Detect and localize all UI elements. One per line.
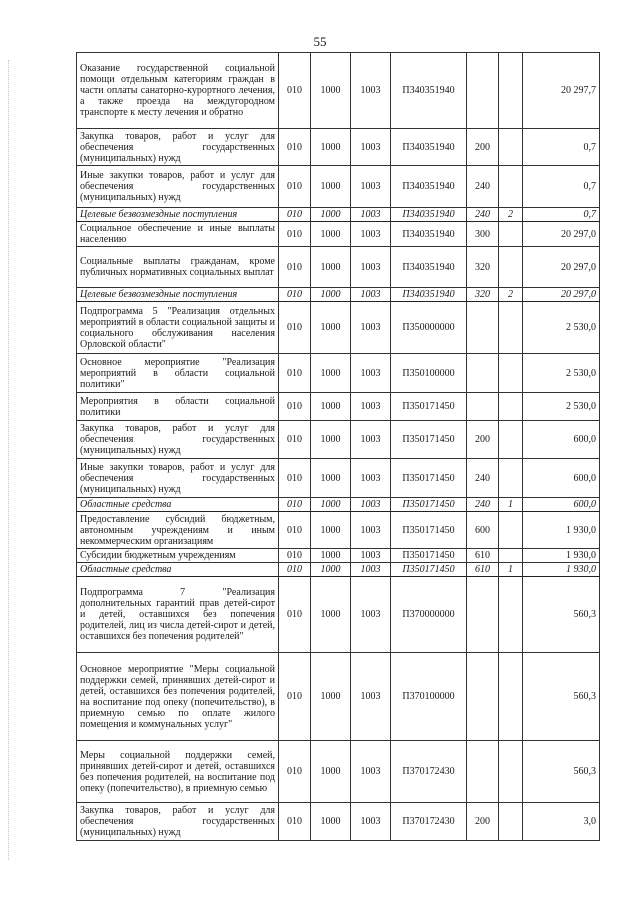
row-admin-code: 010: [279, 421, 311, 459]
row-name: Предоставление субсидий бюджетным, автономным учреждениям и иным некоммерческим организациям: [77, 512, 279, 549]
row-fund-source: 2: [499, 288, 523, 302]
row-fund-source: [499, 653, 523, 741]
row-expense-type: 240: [467, 459, 499, 498]
row-admin-code: 010: [279, 498, 311, 512]
row-name: Основное мероприятие "Меры социальной поддержки семей, принявших детей-сирот и детей, оставшихся без попечения родителей, на воспитание под опеку (попечительство), в приемную семью по оплате жилого помещения и коммунальных услуг": [77, 653, 279, 741]
row-subsection-code: 1003: [351, 129, 391, 166]
row-fund-source: [499, 354, 523, 393]
row-subsection-code: 1003: [351, 563, 391, 577]
row-section-code: 1000: [311, 549, 351, 563]
row-target-code: П370100000: [391, 653, 467, 741]
row-target-code: П340351940: [391, 288, 467, 302]
row-amount: 0,7: [523, 166, 600, 208]
row-target-code: П370000000: [391, 577, 467, 653]
row-fund-source: [499, 549, 523, 563]
table-row: [77, 512, 600, 549]
table-row: [77, 549, 600, 563]
row-name: Подпрограмма 7 "Реализация дополнительных гарантий прав детей-сирот и детей, оставшихся без попечения родителей, лиц из числа детей-сирот и детей, оставшихся без попечения родителей": [77, 577, 279, 653]
table-row: [77, 247, 600, 288]
row-expense-type: [467, 393, 499, 421]
row-subsection-code: 1003: [351, 577, 391, 653]
table-row: [77, 741, 600, 803]
row-admin-code: 010: [279, 222, 311, 247]
budget-table-body: [77, 53, 600, 841]
table-row: [77, 563, 600, 577]
row-section-code: 1000: [311, 247, 351, 288]
row-expense-type: 240: [467, 498, 499, 512]
row-expense-type: 200: [467, 129, 499, 166]
row-amount: 600,0: [523, 459, 600, 498]
row-section-code: 1000: [311, 354, 351, 393]
table-row: [77, 421, 600, 459]
row-name: Закупка товаров, работ и услуг для обеспечения государственных (муниципальных) нужд: [77, 421, 279, 459]
row-amount: 560,3: [523, 741, 600, 803]
row-name: Целевые безвозмездные поступления: [77, 208, 279, 222]
row-amount: 560,3: [523, 577, 600, 653]
table-row: [77, 459, 600, 498]
table-row: [77, 653, 600, 741]
row-fund-source: [499, 512, 523, 549]
row-amount: 1 930,0: [523, 512, 600, 549]
row-expense-type: [467, 653, 499, 741]
row-name: Областные средства: [77, 563, 279, 577]
table-row: [77, 354, 600, 393]
row-admin-code: 010: [279, 129, 311, 166]
row-subsection-code: 1003: [351, 549, 391, 563]
row-subsection-code: 1003: [351, 512, 391, 549]
row-amount: 600,0: [523, 421, 600, 459]
row-admin-code: 010: [279, 577, 311, 653]
row-fund-source: [499, 53, 523, 129]
row-amount: 2 530,0: [523, 302, 600, 354]
row-amount: 2 530,0: [523, 393, 600, 421]
row-admin-code: 010: [279, 166, 311, 208]
row-admin-code: 010: [279, 512, 311, 549]
row-subsection-code: 1003: [351, 354, 391, 393]
row-admin-code: 010: [279, 354, 311, 393]
row-expense-type: 600: [467, 512, 499, 549]
row-target-code: П350100000: [391, 354, 467, 393]
row-fund-source: [499, 222, 523, 247]
row-target-code: П350171450: [391, 563, 467, 577]
row-admin-code: 010: [279, 288, 311, 302]
row-name: Основное мероприятие "Реализация мероприятий в области социальной политики": [77, 354, 279, 393]
row-target-code: П350171450: [391, 421, 467, 459]
row-fund-source: [499, 129, 523, 166]
row-admin-code: 010: [279, 302, 311, 354]
row-section-code: 1000: [311, 208, 351, 222]
row-name: Социальное обеспечение и иные выплаты населению: [77, 222, 279, 247]
row-section-code: 1000: [311, 302, 351, 354]
row-section-code: 1000: [311, 288, 351, 302]
row-fund-source: [499, 393, 523, 421]
row-amount: 0,7: [523, 208, 600, 222]
row-section-code: 1000: [311, 53, 351, 129]
row-expense-type: 320: [467, 247, 499, 288]
row-fund-source: 1: [499, 498, 523, 512]
row-amount: 2 530,0: [523, 354, 600, 393]
row-section-code: 1000: [311, 803, 351, 841]
row-target-code: П350171450: [391, 512, 467, 549]
row-section-code: 1000: [311, 653, 351, 741]
row-section-code: 1000: [311, 498, 351, 512]
row-amount: 1 930,0: [523, 563, 600, 577]
row-amount: 20 297,0: [523, 288, 600, 302]
row-expense-type: 610: [467, 549, 499, 563]
row-subsection-code: 1003: [351, 741, 391, 803]
row-expense-type: [467, 577, 499, 653]
row-admin-code: 010: [279, 208, 311, 222]
row-fund-source: [499, 803, 523, 841]
row-subsection-code: 1003: [351, 288, 391, 302]
row-target-code: П340351940: [391, 247, 467, 288]
row-subsection-code: 1003: [351, 803, 391, 841]
row-expense-type: 240: [467, 166, 499, 208]
row-subsection-code: 1003: [351, 208, 391, 222]
row-name: Иные закупки товаров, работ и услуг для обеспечения государственных (муниципальных) нужд: [77, 166, 279, 208]
page-number: 55: [313, 34, 327, 49]
row-subsection-code: 1003: [351, 53, 391, 129]
row-amount: 0,7: [523, 129, 600, 166]
table-row: [77, 166, 600, 208]
row-expense-type: 320: [467, 288, 499, 302]
row-fund-source: [499, 577, 523, 653]
table-row: [77, 498, 600, 512]
row-subsection-code: 1003: [351, 653, 391, 741]
row-target-code: П370172430: [391, 803, 467, 841]
row-expense-type: [467, 53, 499, 129]
row-admin-code: 010: [279, 53, 311, 129]
table-row: [77, 222, 600, 247]
row-subsection-code: 1003: [351, 247, 391, 288]
row-fund-source: 2: [499, 208, 523, 222]
row-subsection-code: 1003: [351, 459, 391, 498]
row-name: Целевые безвозмездные поступления: [77, 288, 279, 302]
row-name: Областные средства: [77, 498, 279, 512]
table-row: [77, 288, 600, 302]
scan-margin-line: [8, 60, 10, 860]
row-expense-type: [467, 354, 499, 393]
row-name: Субсидии бюджетным учреждениям: [77, 549, 279, 563]
row-admin-code: 010: [279, 803, 311, 841]
row-fund-source: [499, 302, 523, 354]
row-name: Закупка товаров, работ и услуг для обеспечения государственных (муниципальных) нужд: [77, 129, 279, 166]
row-admin-code: 010: [279, 393, 311, 421]
table-row: [77, 393, 600, 421]
row-target-code: П350000000: [391, 302, 467, 354]
row-amount: 20 297,0: [523, 247, 600, 288]
row-admin-code: 010: [279, 653, 311, 741]
row-subsection-code: 1003: [351, 222, 391, 247]
table-row: [77, 803, 600, 841]
row-fund-source: 1: [499, 563, 523, 577]
row-amount: 3,0: [523, 803, 600, 841]
row-section-code: 1000: [311, 741, 351, 803]
row-expense-type: 200: [467, 421, 499, 459]
row-name: Меры социальной поддержки семей, принявших детей-сирот и детей, оставшихся без попечения родителей, на воспитание под опеку (попечительство), в приемную семью: [77, 741, 279, 803]
row-amount: 20 297,7: [523, 53, 600, 129]
row-amount: 560,3: [523, 653, 600, 741]
row-target-code: П350171450: [391, 549, 467, 563]
row-fund-source: [499, 421, 523, 459]
row-section-code: 1000: [311, 577, 351, 653]
row-section-code: 1000: [311, 421, 351, 459]
row-amount: 600,0: [523, 498, 600, 512]
row-amount: 1 930,0: [523, 549, 600, 563]
row-target-code: П370172430: [391, 741, 467, 803]
row-fund-source: [499, 459, 523, 498]
table-row: [77, 302, 600, 354]
row-amount: 20 297,0: [523, 222, 600, 247]
row-section-code: 1000: [311, 459, 351, 498]
row-section-code: 1000: [311, 563, 351, 577]
row-target-code: П340351940: [391, 222, 467, 247]
row-target-code: П340351940: [391, 53, 467, 129]
row-admin-code: 010: [279, 247, 311, 288]
row-subsection-code: 1003: [351, 498, 391, 512]
row-name: Оказание государственной социальной помощи отдельным категориям граждан в части оплаты санаторно-курортного лечения, а также проезда на междугородном транспорте к месту лечения и обратно: [77, 53, 279, 129]
row-admin-code: 010: [279, 459, 311, 498]
row-admin-code: 010: [279, 563, 311, 577]
row-section-code: 1000: [311, 166, 351, 208]
row-subsection-code: 1003: [351, 302, 391, 354]
row-fund-source: [499, 247, 523, 288]
row-section-code: 1000: [311, 393, 351, 421]
row-name: Закупка товаров, работ и услуг для обеспечения государственных (муниципальных) нужд: [77, 803, 279, 841]
row-fund-source: [499, 741, 523, 803]
table-row: [77, 577, 600, 653]
row-expense-type: 240: [467, 208, 499, 222]
row-section-code: 1000: [311, 512, 351, 549]
row-expense-type: 300: [467, 222, 499, 247]
row-subsection-code: 1003: [351, 421, 391, 459]
row-target-code: П350171450: [391, 393, 467, 421]
budget-table: [76, 52, 600, 841]
row-expense-type: [467, 741, 499, 803]
table-row: [77, 208, 600, 222]
row-target-code: П350171450: [391, 459, 467, 498]
row-name: Подпрограмма 5 "Реализация отдельных мероприятий в области социальной защиты и социального обслуживания населения Орловской области": [77, 302, 279, 354]
row-target-code: П350171450: [391, 498, 467, 512]
row-target-code: П340351940: [391, 166, 467, 208]
row-expense-type: 200: [467, 803, 499, 841]
row-section-code: 1000: [311, 129, 351, 166]
row-name: Мероприятия в области социальной политики: [77, 393, 279, 421]
row-expense-type: [467, 302, 499, 354]
table-row: [77, 129, 600, 166]
row-fund-source: [499, 166, 523, 208]
row-subsection-code: 1003: [351, 393, 391, 421]
row-name: Социальные выплаты гражданам, кроме публичных нормативных социальных выплат: [77, 247, 279, 288]
row-target-code: П340351940: [391, 208, 467, 222]
table-row: [77, 53, 600, 129]
row-admin-code: 010: [279, 549, 311, 563]
row-section-code: 1000: [311, 222, 351, 247]
row-target-code: П340351940: [391, 129, 467, 166]
row-expense-type: 610: [467, 563, 499, 577]
row-admin-code: 010: [279, 741, 311, 803]
row-subsection-code: 1003: [351, 166, 391, 208]
row-name: Иные закупки товаров, работ и услуг для обеспечения государственных (муниципальных) нужд: [77, 459, 279, 498]
